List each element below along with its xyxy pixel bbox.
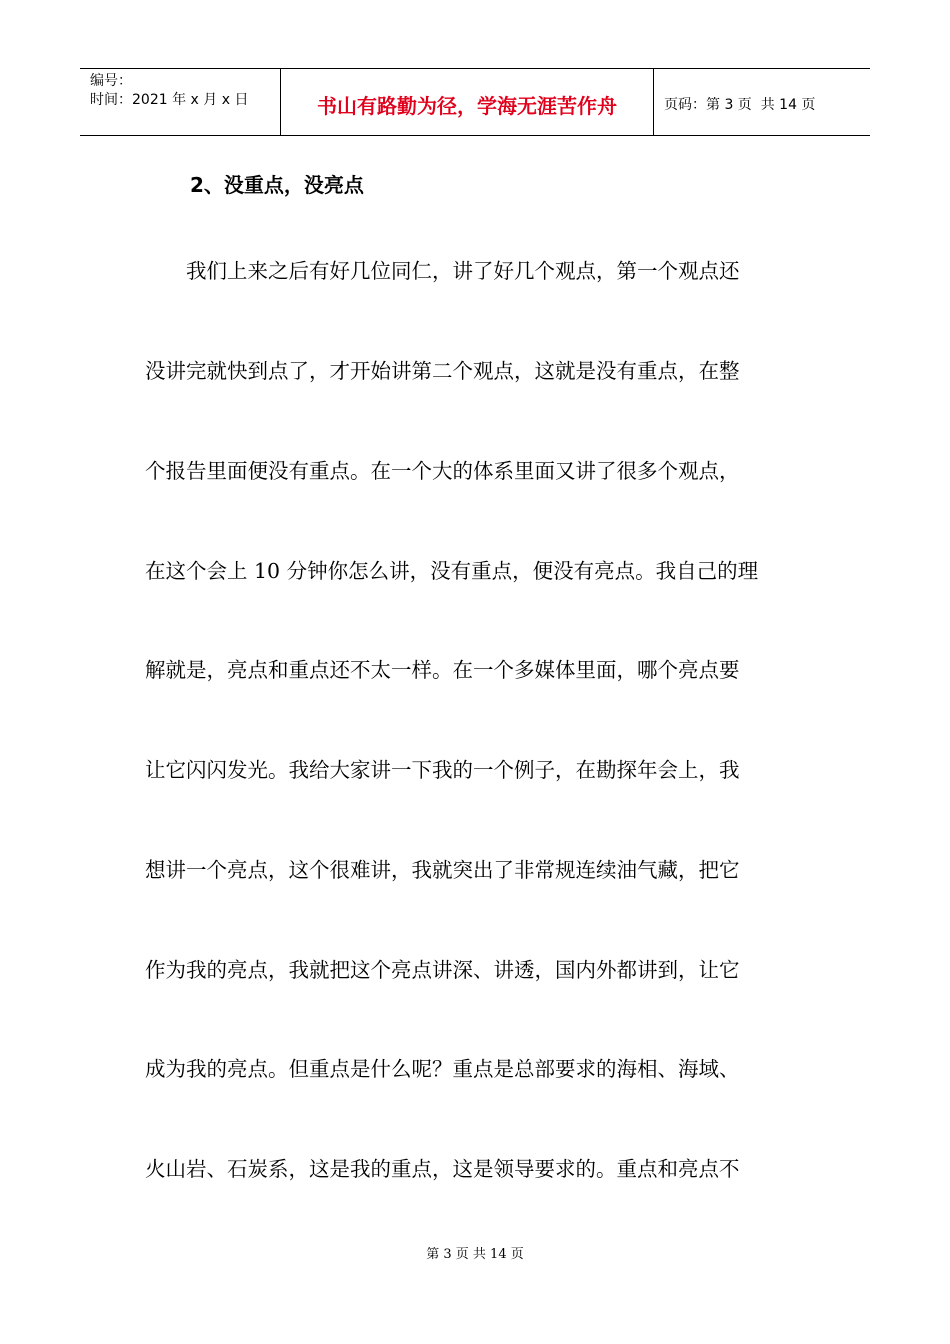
body-line: 个报告里面便没有重点。在一个大的体系里面又讲了很多个观点， [145,459,740,483]
document-header [80,68,870,136]
document-number-label: 编号： [90,73,132,89]
body-line: 让它闪闪发光。我给大家讲一下我的一个例子，在勘探年会上，我 [145,758,740,782]
body-line: 解就是，亮点和重点还不太一样。在一个多媒体里面，哪个亮点要 [145,658,740,682]
body-line: 没讲完就快到点了，才开始讲第二个观点，这就是没有重点，在整 [145,359,740,383]
section-heading: 2、没重点，没亮点 [190,173,364,197]
body-line: 我们上来之后有好几位同仁，讲了好几个观点，第一个观点还 [145,259,740,283]
header-meta-cell [80,69,281,135]
body-line: 想讲一个亮点，这个很难讲，我就突出了非常规连续油气藏，把它 [145,858,740,882]
body-line: 在这个会上 10 分钟你怎么讲，没有重点，便没有亮点。我自己的理 [145,559,759,583]
body-line: 成为我的亮点。但重点是什么呢？重点是总部要求的海相、海域、 [145,1057,740,1081]
body-line: 作为我的亮点，我就把这个亮点讲深、讲透，国内外都讲到，让它 [145,958,740,982]
header-page-cell [654,69,870,135]
page-footer: 第 3 页 共 14 页 [426,1247,524,1262]
header-page-number: 页码：第 3 页 共 14 页 [664,97,816,113]
header-motto: 书山有路勤为径，学海无涯苦作舟 [317,93,617,118]
header-motto-cell [281,69,654,135]
document-date-label: 时间：2021 年 x 月 x 日 [90,92,249,108]
body-line: 火山岩、石炭系，这是我的重点，这是领导要求的。重点和亮点不 [145,1157,740,1181]
